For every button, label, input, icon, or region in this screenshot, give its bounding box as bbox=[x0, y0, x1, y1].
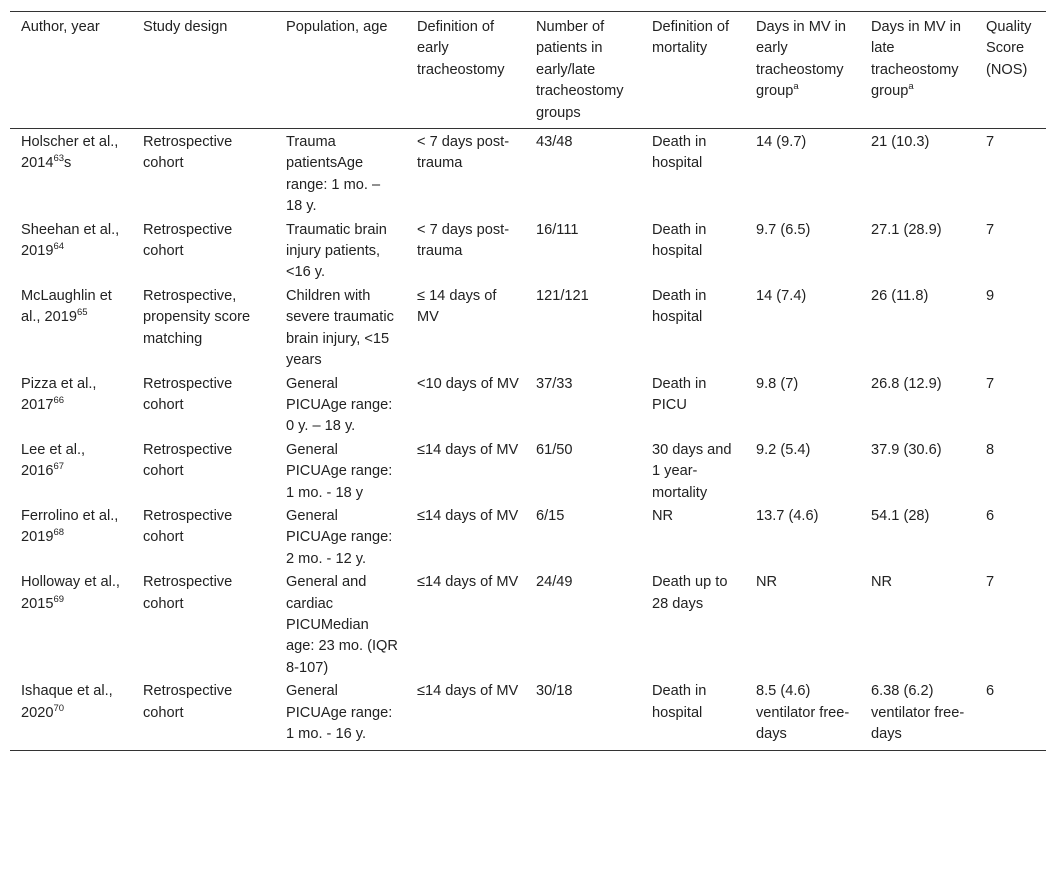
cell-author: Holscher et al., 2014$^{63}$s bbox=[21, 134, 119, 172]
cell-mv-late: 27.1 (28.9) bbox=[871, 221, 942, 238]
cell-early-definition: ≤14 days of MV bbox=[417, 441, 519, 458]
cell-author: McLaughlin et al., 2019$^{65}$ bbox=[21, 287, 112, 326]
cell-patients: 121/121 bbox=[536, 287, 589, 304]
cell-author: Ishaque et al., 2020$^{70}$ bbox=[10, 680, 132, 751]
table-row bbox=[10, 285, 1046, 373]
cell-author: Holloway et al., 2015$^{69}$ bbox=[21, 574, 120, 612]
reference-number: 65 bbox=[77, 307, 88, 319]
cell-patients: 30/18 bbox=[525, 680, 641, 751]
cell-patients: 37/33 bbox=[536, 375, 573, 392]
cell-early-definition: ≤14 days of MV bbox=[406, 680, 525, 751]
header-mortality-definition: Definition of mortality bbox=[641, 12, 745, 129]
cell-population: General PICUAge range: 1 mo. - 18 y bbox=[286, 441, 393, 501]
cell-mv-early: 9.7 (6.5) bbox=[756, 221, 811, 238]
footnote-marker: a bbox=[793, 81, 799, 93]
cell-early-definition: < 7 days post-trauma bbox=[417, 221, 510, 260]
cell-design: Retrospective cohort bbox=[132, 680, 275, 751]
table-row bbox=[10, 219, 1046, 285]
header-design: Study design bbox=[132, 12, 275, 129]
reference-number: 68 bbox=[53, 527, 65, 539]
cell-patients: 24/49 bbox=[536, 574, 573, 591]
cell-population: Traumatic brain injury patients, <16 y. bbox=[286, 221, 387, 281]
table-row bbox=[10, 680, 1046, 751]
cell-quality: 7 bbox=[986, 134, 995, 151]
cell-early-definition: <10 days of MV bbox=[417, 375, 519, 392]
cell-mv-early: 14 (9.7) bbox=[756, 134, 807, 151]
cell-design: Retrospective cohort bbox=[143, 134, 233, 172]
cell-patients: 6/15 bbox=[536, 507, 565, 524]
footnote-marker: a bbox=[908, 81, 914, 93]
cell-mortality: 30 days and 1 year-mortality bbox=[652, 441, 732, 501]
study-table-container bbox=[10, 11, 1046, 751]
header-population: Population, age bbox=[275, 12, 406, 129]
cell-author: Ferrolino et al., 2019$^{68}$ bbox=[21, 507, 119, 546]
cell-mv-early: 13.7 (4.6) bbox=[756, 507, 819, 524]
cell-early-definition: ≤14 days of MV bbox=[417, 574, 519, 591]
cell-author: Pizza et al., 2017$^{66}$ bbox=[21, 375, 97, 413]
cell-patients: 16/111 bbox=[536, 221, 579, 238]
cell-population: Trauma patientsAge range: 1 mo. – 18 y. bbox=[286, 134, 381, 215]
cell-population: General and cardiac PICUMedian age: 23 mo. (IQR 8-107) bbox=[286, 574, 398, 676]
cell-mv-early: 9.8 (7) bbox=[756, 375, 799, 392]
cell-mv-late: 26.8 (12.9) bbox=[871, 375, 942, 392]
cell-design: Retrospective cohort bbox=[143, 441, 233, 480]
cell-mv-late: 54.1 (28) bbox=[871, 507, 930, 524]
reference-number: 69 bbox=[53, 593, 65, 605]
table-row bbox=[10, 373, 1046, 439]
cell-quality: 7 bbox=[986, 375, 995, 392]
header-mv-early: Days in MV in early tracheostomy group$^a$ bbox=[745, 12, 860, 129]
header-patient-numbers: Number of patients in early/late tracheostomy groups bbox=[525, 12, 641, 129]
header-early-definition: Definition of early tracheostomy bbox=[406, 12, 525, 129]
cell-population: General PICUAge range: 2 mo. - 12 y. bbox=[286, 507, 393, 567]
cell-patients: 43/48 bbox=[536, 134, 573, 151]
cell-mortality: Death in hospital bbox=[652, 287, 707, 326]
cell-design: Retrospective cohort bbox=[143, 507, 233, 546]
cell-mortality: Death in hospital bbox=[652, 221, 707, 260]
cell-quality: 9 bbox=[986, 287, 995, 304]
cell-population: General PICUAge range: 1 mo. - 16 y. bbox=[275, 680, 406, 751]
cell-quality: 6 bbox=[975, 680, 1046, 751]
cell-population: Children with severe traumatic brain injury, <15 years bbox=[286, 287, 394, 369]
cell-author: Lee et al., 2016$^{67}$ bbox=[21, 441, 86, 480]
header-author: Author, year bbox=[10, 12, 132, 129]
cell-mortality: Death in hospital bbox=[652, 134, 707, 172]
cell-quality: 8 bbox=[986, 441, 995, 458]
cell-mortality: Death in hospital bbox=[641, 680, 745, 751]
cell-mv-late: 26 (11.8) bbox=[871, 287, 929, 304]
cell-population: General PICUAge range: 0 y. – 18 y. bbox=[286, 375, 393, 435]
reference-number: 64 bbox=[53, 241, 65, 253]
cell-early-definition: ≤14 days of MV bbox=[417, 507, 519, 524]
cell-quality: 7 bbox=[986, 221, 995, 238]
cell-mortality: Death up to 28 days bbox=[652, 574, 728, 612]
cell-design: Retrospective cohort bbox=[143, 574, 233, 612]
reference-number: 66 bbox=[53, 394, 65, 406]
reference-number: 63 bbox=[53, 153, 65, 165]
study-table bbox=[10, 11, 1046, 751]
table-row bbox=[10, 571, 1046, 680]
header-mv-late: Days in MV in late tracheostomy group$^a$ bbox=[860, 12, 975, 129]
table-row bbox=[10, 439, 1046, 505]
cell-quality: 6 bbox=[986, 507, 995, 524]
cell-mv-early: NR bbox=[756, 574, 778, 591]
cell-design: Retrospective, propensity score matching bbox=[143, 287, 251, 347]
cell-early-definition: ≤ 14 days of MV bbox=[417, 287, 497, 326]
cell-mv-late: 21 (10.3) bbox=[871, 134, 930, 151]
cell-mv-early: 9.2 (5.4) bbox=[756, 441, 811, 458]
header-row bbox=[10, 12, 1046, 129]
header-quality-score: Quality Score (NOS) bbox=[975, 12, 1046, 129]
cell-quality: 7 bbox=[986, 574, 995, 591]
cell-mv-late: 6.38 (6.2) ventilator free-days bbox=[860, 680, 975, 751]
cell-mortality: NR bbox=[652, 507, 674, 524]
reference-number: 70 bbox=[53, 702, 65, 714]
reference-number: 67 bbox=[53, 461, 65, 473]
cell-design: Retrospective cohort bbox=[143, 221, 233, 260]
cell-mv-early: 8.5 (4.6) ventilator free-days bbox=[745, 680, 860, 751]
cell-design: Retrospective cohort bbox=[143, 375, 233, 413]
cell-mv-early: 14 (7.4) bbox=[756, 287, 807, 304]
table-row bbox=[10, 505, 1046, 571]
table-row bbox=[10, 129, 1046, 219]
cell-mortality: Death in PICU bbox=[652, 375, 707, 413]
cell-early-definition: < 7 days post-trauma bbox=[417, 134, 510, 172]
cell-author: Sheehan et al., 2019$^{64}$ bbox=[21, 221, 120, 260]
cell-mv-late: NR bbox=[871, 574, 893, 591]
cell-patients: 61/50 bbox=[536, 441, 573, 458]
cell-mv-late: 37.9 (30.6) bbox=[871, 441, 942, 458]
